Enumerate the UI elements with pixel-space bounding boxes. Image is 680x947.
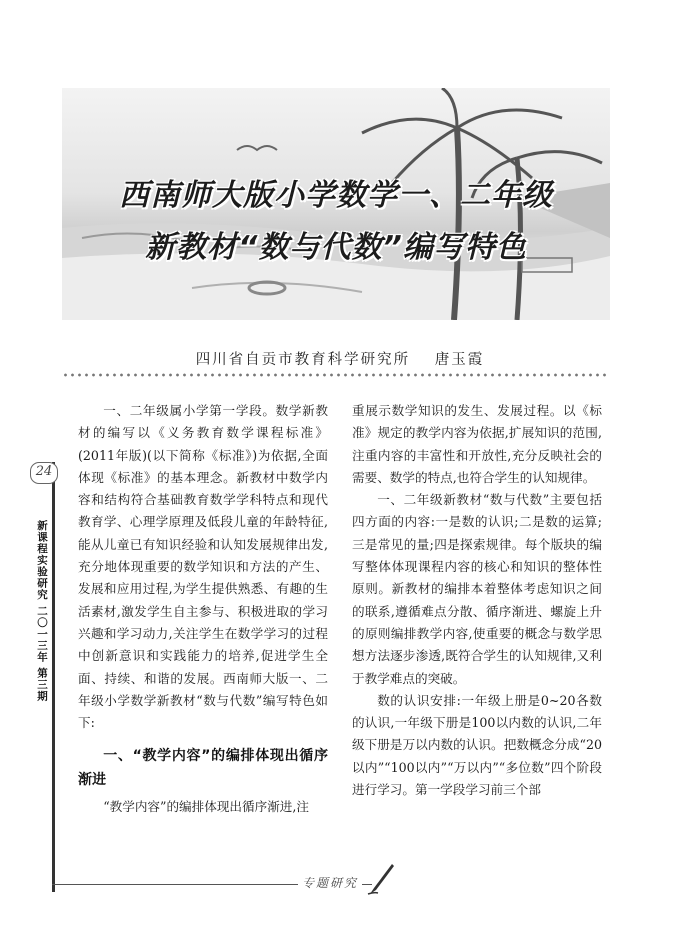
seagull-icon [237,146,277,150]
continued-paragraph: 重展示数学知识的发生、发展过程。以《标准》规定的教学内容为依据,扩展知识的范围,注重内容的丰富性和开放性,充分反映社会的需要、数学的特点,也符合学生的认知规律。 [352,403,602,485]
dotted-divider [62,372,610,378]
right-column [352,400,602,801]
byline [0,348,680,369]
journal-name-vertical: 新课程实验研究 二〇一三年 第三期 [36,520,48,702]
intro-paragraph: 一、二年级属小学第一学段。数学新教材的编写以《义务教育数学课程标准》(2011年版)(以下简称《标准》)为依据,全面体现《标准》的基本理念。新教材中数学内容和结构符合基础教育数学学科特点和现代教育学、心理学原理及低段儿童的年龄特征,能从儿童已有知识经验和认知发展规律出发,充分地体现重要的数学知识和方法的产生、发展和应用过程,为学生提供熟悉、有趣的生活素材,激发学生自主参与、积极进取的学习兴趣和学习动力,关注学生在数学学习的过程中创新意识和实践能力的培养,促进学生全面、持续、和谐的发展。西南师大版一、二年级小学数学新教材“数与代数”编写特色如下: [78,403,328,731]
left-column [78,400,328,819]
section-first-line: “教学内容”的编排体现出循序渐进,注 [103,799,309,815]
article-title-line2: 新教材“数与代数”编写特色 [145,230,527,265]
content-areas-paragraph: 一、二年级新教材“数与代数”主要包括四方面的内容:一是数的认识;二是数的运算;三是常见的量;四是探索规律。每个版块的编写整体体现课程内容的核心和知识的整体性原则。新教材的编排本着整体考虑知识之间的联系,遵循难点分散、循序渐进、螺旋上升的原则编排教学内容,使重要的概念与数学思想方法逐步渗透,既符合学生的认知规律,又利于教学难点的突破。 [352,492,602,686]
number-recognition-paragraph: 数的认识安排:一年级上册是0~20各数的认识,一年级下册是100以内数的认识,二年级下册是万以内数的认识。把数概念分成“20以内”“100以内”“万以内”“多位数”四个阶段进行学习。第一学段学习前三个部 [352,692,602,798]
author-affiliation: 四川省自贡市教育科学研究所 [195,352,411,368]
pen-icon [366,862,396,896]
section-heading: 一、“教学内容”的编排体现出循序渐进 [78,748,328,789]
article-title-line1: 西南师大版小学数学一、二年级 [119,178,553,213]
footer-section-label: 专题研究 [298,874,362,891]
author-name: 唐玉霞 [434,352,485,368]
page-number: 24 [30,462,58,484]
